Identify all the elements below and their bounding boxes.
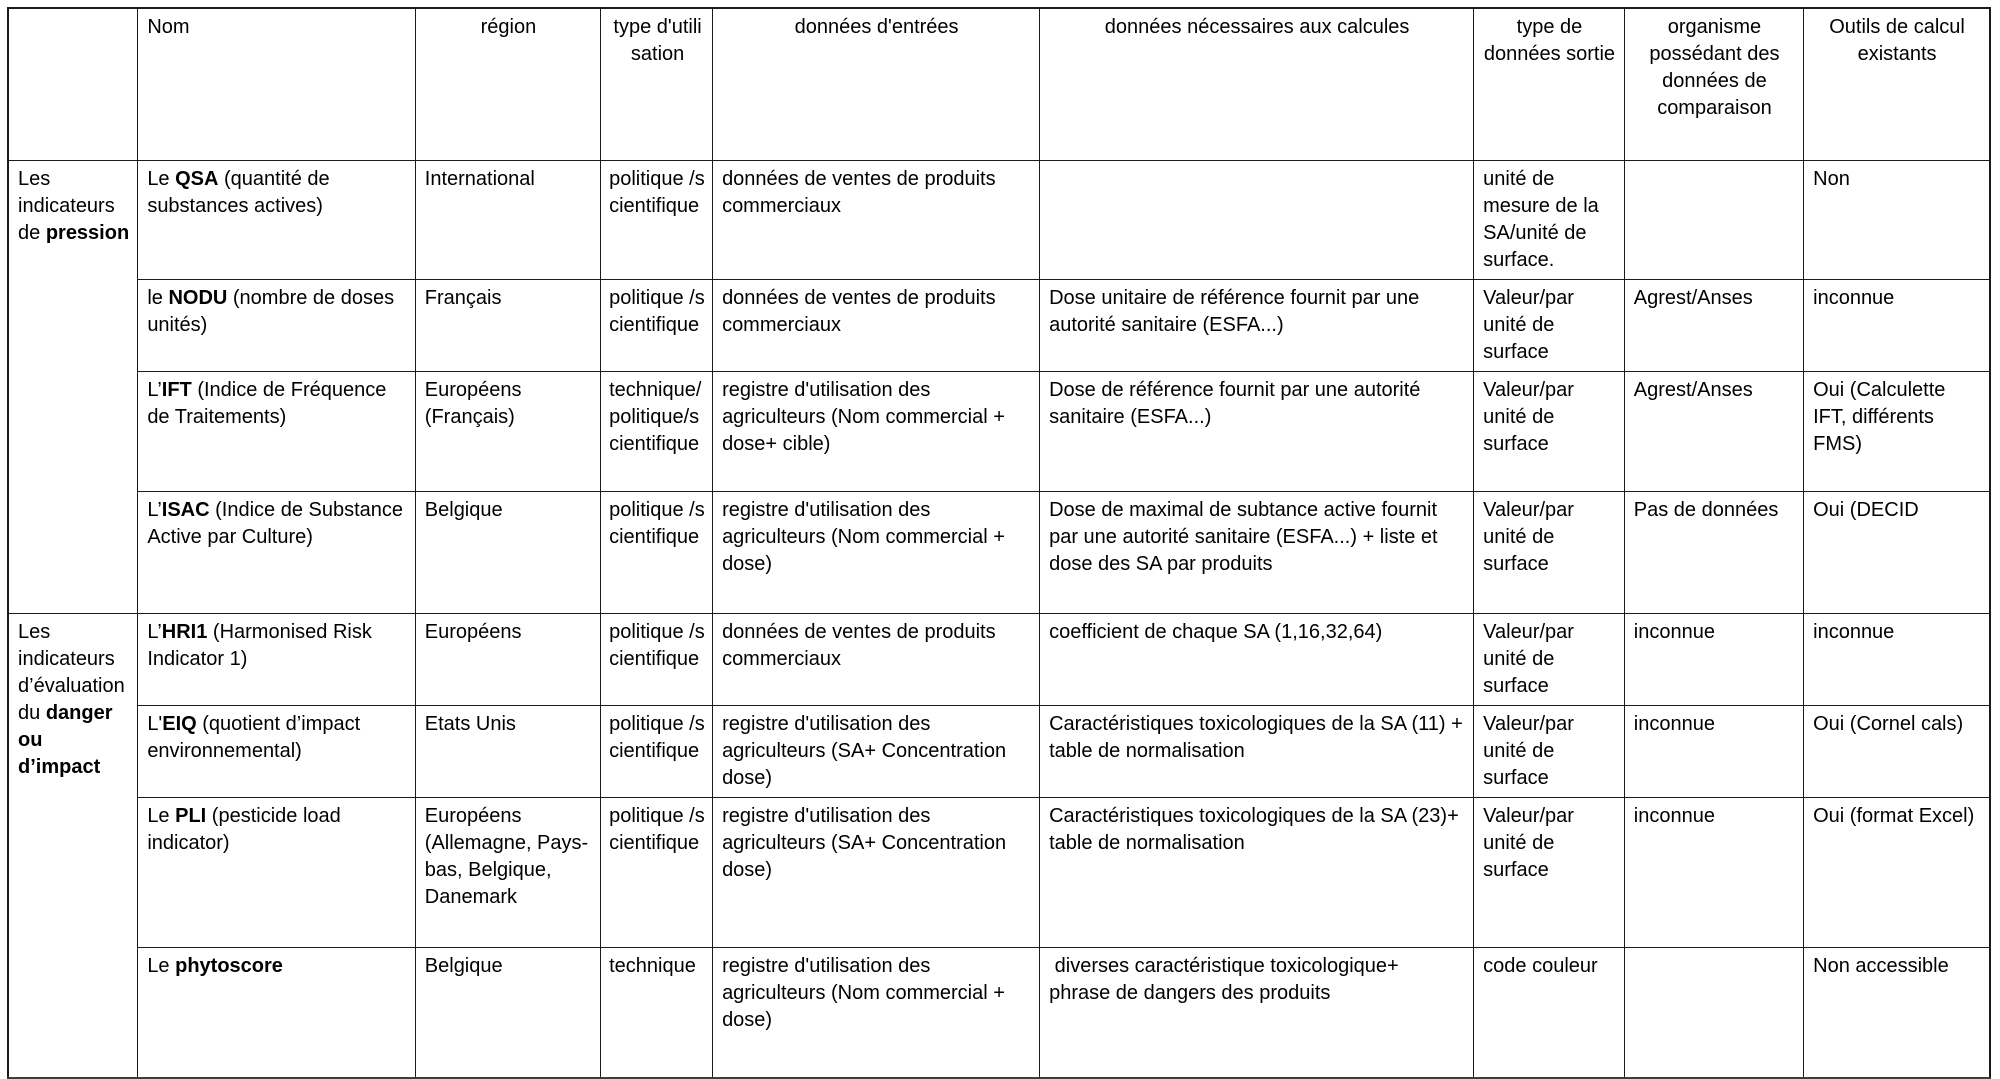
nom-bold: HRI1 xyxy=(161,620,208,643)
cell-nom xyxy=(138,613,415,705)
header-region: région xyxy=(415,8,600,160)
header-output: type de données sortie xyxy=(1474,8,1625,160)
nom-post: (quantité de substances actives) xyxy=(147,167,336,217)
cell-region: International xyxy=(415,160,600,279)
cell-org xyxy=(1624,947,1803,1079)
nom-pre: L’ xyxy=(147,620,162,643)
cell-nom xyxy=(138,371,415,491)
cell-input: registre d'utilisation des agriculteurs (Nom commercial + dose) xyxy=(713,491,1040,613)
group-label-bold: pression xyxy=(45,221,130,244)
nom-post: (Harmonised Risk Indicator 1) xyxy=(147,620,378,670)
cell-nom xyxy=(138,947,415,1079)
cell-nom xyxy=(138,491,415,613)
group-label-danger xyxy=(8,613,138,1079)
group-label-pression xyxy=(8,160,138,613)
table-row xyxy=(8,613,1990,705)
cell-output: Valeur/par unité de surface xyxy=(1474,797,1625,947)
cell-nom xyxy=(138,160,415,279)
group-label-bold: danger ou d’impact xyxy=(18,701,119,778)
table-row xyxy=(8,705,1990,797)
cell-org: inconnue xyxy=(1624,613,1803,705)
cell-output: unité de mesure de la SA/unité de surface. xyxy=(1474,160,1625,279)
table-row xyxy=(8,371,1990,491)
cell-input: registre d'utilisation des agriculteurs (Nom commercial + dose+ cible) xyxy=(713,371,1040,491)
cell-usage: politique /scientifique xyxy=(601,797,713,947)
cell-tools: Non xyxy=(1804,160,1990,279)
cell-output: Valeur/par unité de surface xyxy=(1474,491,1625,613)
cell-calc: coefficient de chaque SA (1,16,32,64) xyxy=(1040,613,1474,705)
cell-calc: Caractéristiques toxicologiques de la SA (23)+ table de normalisation xyxy=(1040,797,1474,947)
table-row xyxy=(8,797,1990,947)
table-row xyxy=(8,279,1990,371)
cell-org: Pas de données xyxy=(1624,491,1803,613)
header-org: organisme possédant des données de comparaison xyxy=(1624,8,1803,160)
cell-input: données de ventes de produits commerciaux xyxy=(713,279,1040,371)
cell-usage: politique /scientifique xyxy=(601,279,713,371)
nom-post: (nombre de doses unités) xyxy=(147,286,400,336)
header-tools: Outils de calcul existants xyxy=(1804,8,1990,160)
cell-tools: inconnue xyxy=(1804,613,1990,705)
cell-usage: politique /scientifique xyxy=(601,491,713,613)
nom-bold: PLI xyxy=(175,804,207,827)
nom-bold: NODU xyxy=(168,286,228,309)
nom-pre: L’ xyxy=(147,378,162,401)
header-nom: Nom xyxy=(138,8,415,160)
cell-usage: technique xyxy=(601,947,713,1079)
nom-post: (Indice de Substance Active par Culture) xyxy=(147,498,408,548)
cell-calc: Dose de maximal de subtance active fournit par une autorité sanitaire (ESFA...) + liste et dose des SA par produits xyxy=(1040,491,1474,613)
nom-bold: QSA xyxy=(175,167,219,190)
cell-region: Européens xyxy=(415,613,600,705)
table-row xyxy=(8,947,1990,1079)
nom-pre: Le xyxy=(147,804,176,827)
cell-org xyxy=(1624,160,1803,279)
nom-pre: Le xyxy=(147,954,176,977)
cell-calc: Dose de référence fournit par une autorité sanitaire (ESFA...) xyxy=(1040,371,1474,491)
cell-org: inconnue xyxy=(1624,705,1803,797)
group-label-text: Les indicateurs d’évaluation du xyxy=(18,620,131,724)
header-usage: type d'utilisation xyxy=(601,8,713,160)
cell-output: Valeur/par unité de surface xyxy=(1474,613,1625,705)
cell-input: données de ventes de produits commerciaux xyxy=(713,160,1040,279)
cell-calc: diverses caractéristique toxicologique+ phrase de dangers des produits xyxy=(1040,947,1474,1079)
cell-usage: politique /scientifique xyxy=(601,705,713,797)
cell-org: Agrest/Anses xyxy=(1624,279,1803,371)
nom-pre: L’ xyxy=(147,498,162,521)
cell-region: Européens (Allemagne, Pays-bas, Belgique, Danemark xyxy=(415,797,600,947)
nom-pre: L' xyxy=(147,712,163,735)
cell-usage: technique/politique/scientifique xyxy=(601,371,713,491)
table-row xyxy=(8,491,1990,613)
cell-input: registre d'utilisation des agriculteurs (SA+ Concentration dose) xyxy=(713,797,1040,947)
nom-post: (Indice de Fréquence de Traitements) xyxy=(147,378,392,428)
cell-input: registre d'utilisation des agriculteurs (Nom commercial + dose) xyxy=(713,947,1040,1079)
cell-nom xyxy=(138,797,415,947)
cell-region: Belgique xyxy=(415,491,600,613)
cell-output: code couleur xyxy=(1474,947,1625,1079)
cell-region: Français xyxy=(415,279,600,371)
cell-tools: Oui (Cornel cals) xyxy=(1804,705,1990,797)
cell-usage: politique /scientifique xyxy=(601,160,713,279)
cell-region: Belgique xyxy=(415,947,600,1079)
header-row xyxy=(8,8,1990,160)
cell-nom xyxy=(138,705,415,797)
cell-input: registre d'utilisation des agriculteurs (SA+ Concentration dose) xyxy=(713,705,1040,797)
indicators-table xyxy=(7,7,1991,1079)
cell-tools: Oui (Calculette IFT, différents FMS) xyxy=(1804,371,1990,491)
group-label-text: Les indicateurs de xyxy=(18,167,121,244)
cell-calc: Caractéristiques toxicologiques de la SA (11) + table de normalisation xyxy=(1040,705,1474,797)
table-row xyxy=(8,160,1990,279)
cell-nom xyxy=(138,279,415,371)
cell-tools: Oui (DECID xyxy=(1804,491,1990,613)
nom-bold: phytoscore xyxy=(175,954,283,977)
cell-output: Valeur/par unité de surface xyxy=(1474,371,1625,491)
nom-bold: IFT xyxy=(161,378,192,401)
header-input: données d'entrées xyxy=(713,8,1040,160)
cell-usage: politique /scientifique xyxy=(601,613,713,705)
nom-bold: ISAC xyxy=(161,498,210,521)
cell-output: Valeur/par unité de surface xyxy=(1474,279,1625,371)
cell-tools: inconnue xyxy=(1804,279,1990,371)
cell-region: Etats Unis xyxy=(415,705,600,797)
header-group xyxy=(8,8,138,160)
header-calc: données nécessaires aux calcules xyxy=(1040,8,1474,160)
nom-pre: le xyxy=(147,286,169,309)
cell-output: Valeur/par unité de surface xyxy=(1474,705,1625,797)
cell-calc xyxy=(1040,160,1474,279)
cell-org: inconnue xyxy=(1624,797,1803,947)
cell-tools: Non accessible xyxy=(1804,947,1990,1079)
cell-calc: Dose unitaire de référence fournit par une autorité sanitaire (ESFA...) xyxy=(1040,279,1474,371)
nom-pre: Le xyxy=(147,167,176,190)
nom-post: (quotient d’impact environnemental) xyxy=(147,712,366,762)
nom-bold: EIQ xyxy=(162,712,197,735)
nom-post: (pesticide load indicator) xyxy=(147,804,347,854)
cell-tools: Oui (format Excel) xyxy=(1804,797,1990,947)
cell-region: Européens (Français) xyxy=(415,371,600,491)
cell-org: Agrest/Anses xyxy=(1624,371,1803,491)
cell-input: données de ventes de produits commerciaux xyxy=(713,613,1040,705)
